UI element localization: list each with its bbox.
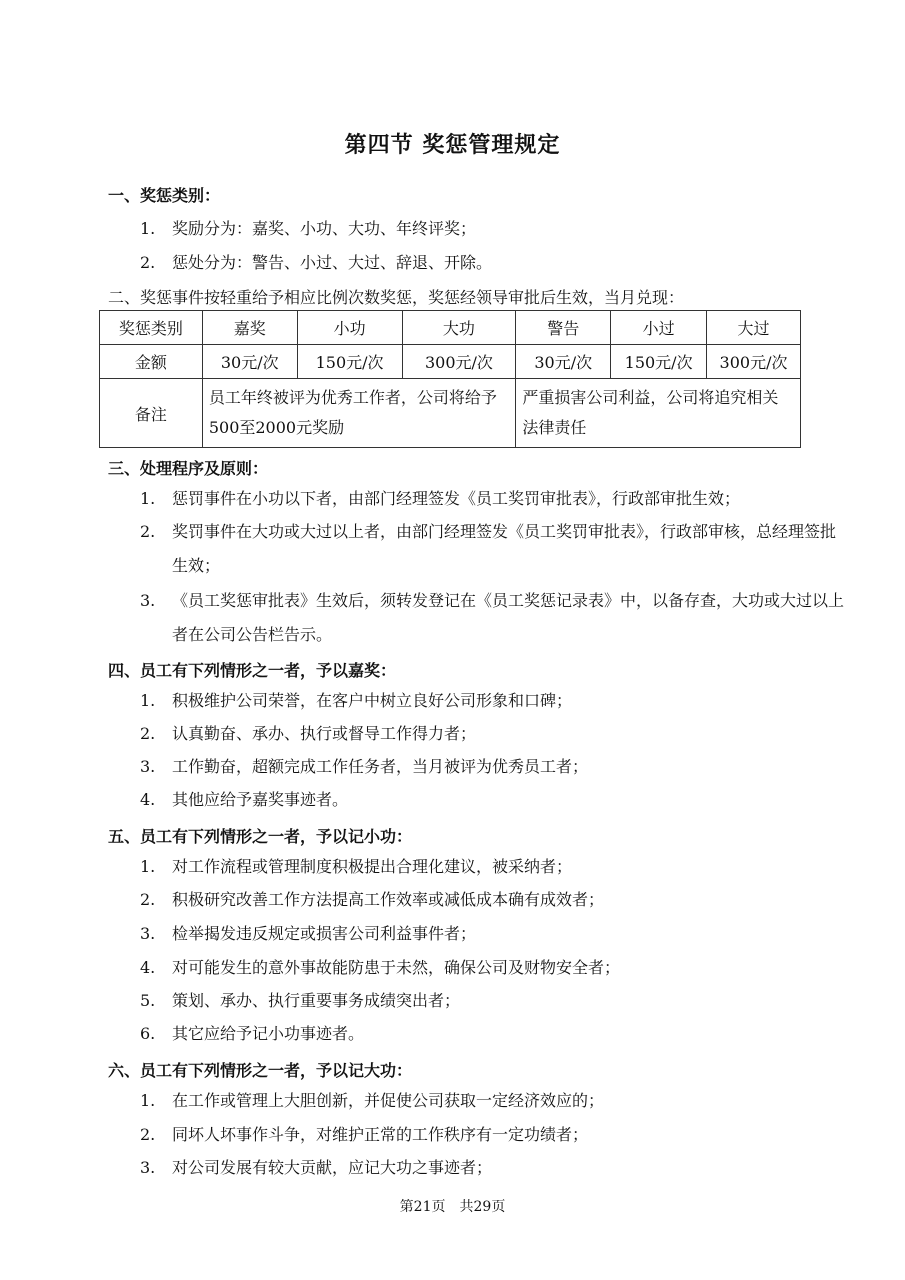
item-text: 策划、承办、执行重要事务成绩突出者； xyxy=(172,991,461,1010)
page-title: 第四节 奖惩管理规定 xyxy=(344,133,561,158)
list-item xyxy=(140,246,850,280)
item-number: 1. xyxy=(140,1091,156,1110)
list-item xyxy=(140,1084,850,1118)
table-cell: 300元/次 xyxy=(707,345,801,379)
table-row-label: 备注 xyxy=(100,379,203,448)
item-text: 工作勤奋，超额完成工作任务者，当月被评为优秀员工者； xyxy=(172,757,589,776)
item-text: 认真勤奋、承办、执行或督导工作得力者； xyxy=(172,724,477,743)
item-text: 惩罚事件在小功以下者，由部门经理签发《员工奖罚审批表》，行政部审批生效； xyxy=(172,489,741,508)
table-remark-reward: 员工年终被评为优秀工作者，公司将给予500至2000元奖励 xyxy=(202,379,516,448)
table-cell: 300元/次 xyxy=(402,345,516,379)
item-text: 检举揭发违反规定或损害公司利益事件者； xyxy=(172,924,477,943)
item-number: 2. xyxy=(140,724,156,743)
table-header-cell: 小过 xyxy=(611,311,707,345)
table-cell: 150元/次 xyxy=(297,345,402,379)
list-item xyxy=(140,515,850,583)
list-item xyxy=(140,783,850,817)
item-number: 2. xyxy=(140,522,156,541)
item-number: 3. xyxy=(140,924,156,943)
item-text: 对工作流程或管理制度积极提出合理化建议，被采纳者； xyxy=(172,857,573,876)
table-row xyxy=(100,345,801,379)
section-heading-major-merit: 六、员工有下列情形之一者，予以记大功： xyxy=(108,1061,413,1080)
item-number: 4. xyxy=(140,790,156,809)
list-item xyxy=(140,212,850,246)
item-text: 积极维护公司荣誉，在客户中树立良好公司形象和口碑； xyxy=(172,691,573,710)
item-number: 1. xyxy=(140,691,156,710)
item-number: 2. xyxy=(140,890,156,909)
item-text: 惩处分为：警告、小过、大过、辞退、开除。 xyxy=(172,253,493,272)
list-item xyxy=(140,1151,850,1185)
table-row-label: 金额 xyxy=(100,345,203,379)
item-text: 积极研究改善工作方法提高工作效率或减低成本确有成效者； xyxy=(172,890,605,909)
table-remark-penalty: 严重损害公司利益，公司将追究相关法律责任 xyxy=(516,379,801,448)
list-item xyxy=(140,1118,850,1152)
item-text: 对可能发生的意外事故能防患于未然，确保公司及财物安全者； xyxy=(172,958,621,977)
item-text: 其他应给予嘉奖事迹者。 xyxy=(172,790,349,809)
table-row xyxy=(100,379,801,448)
list-item xyxy=(140,750,850,784)
list-item xyxy=(140,951,850,985)
table-cell: 30元/次 xyxy=(202,345,297,379)
item-number: 3. xyxy=(140,1158,156,1177)
item-text: 《员工奖惩审批表》生效后，须转发登记在《员工奖惩记录表》中，以备存查，大功或大过以上者在公司公告栏告示。 xyxy=(172,591,845,644)
item-number: 3. xyxy=(140,757,156,776)
list-item xyxy=(140,684,850,718)
item-number: 6. xyxy=(140,1024,156,1043)
item-number: 4. xyxy=(140,958,156,977)
item-text: 在工作或管理上大胆创新，并促使公司获取一定经济效应的； xyxy=(172,1091,605,1110)
list-item xyxy=(140,850,850,884)
table-header-row xyxy=(100,311,801,345)
item-text: 奖罚事件在大功或大过以上者，由部门经理签发《员工奖罚审批表》，行政部审核，总经理签批生效； xyxy=(172,522,837,575)
list-item xyxy=(140,1017,850,1051)
page-number: 第21页 xyxy=(399,1199,446,1215)
reward-penalty-table xyxy=(99,310,801,448)
table-cell: 150元/次 xyxy=(611,345,707,379)
table-header-cell: 大过 xyxy=(707,311,801,345)
table-header-cell: 嘉奖 xyxy=(202,311,297,345)
table-header-cell: 奖惩类别 xyxy=(100,311,203,345)
item-number: 5. xyxy=(140,991,156,1010)
list-item xyxy=(140,482,850,516)
list-item xyxy=(140,584,850,652)
table-cell: 30元/次 xyxy=(516,345,611,379)
table-header-cell: 警告 xyxy=(516,311,611,345)
section-heading-categories: 一、奖惩类别： xyxy=(108,186,221,205)
item-number: 2. xyxy=(140,1125,156,1144)
page-total: 共29页 xyxy=(459,1199,506,1215)
list-item xyxy=(140,717,850,751)
item-text: 同坏人坏事作斗争，对维护正常的工作秩序有一定功绩者； xyxy=(172,1125,589,1144)
table-header-cell: 大功 xyxy=(402,311,516,345)
section-heading-procedure: 三、处理程序及原则： xyxy=(108,459,269,478)
list-item xyxy=(140,984,850,1018)
item-number: 1. xyxy=(140,857,156,876)
list-item xyxy=(140,917,850,951)
section-heading-minor-merit: 五、员工有下列情形之一者，予以记小功： xyxy=(108,827,413,846)
section-paragraph-amounts: 二、奖惩事件按轻重给予相应比例次数奖惩，奖惩经领导审批后生效，当月兑现： xyxy=(108,288,685,307)
item-number: 1. xyxy=(140,489,156,508)
item-number: 1. xyxy=(140,219,156,238)
item-text: 奖励分为：嘉奖、小功、大功、年终评奖； xyxy=(172,219,477,238)
item-text: 对公司发展有较大贡献，应记大功之事迹者； xyxy=(172,1158,493,1177)
section-heading-commendation: 四、员工有下列情形之一者，予以嘉奖： xyxy=(108,661,397,680)
item-number: 2. xyxy=(140,253,156,272)
list-item xyxy=(140,883,850,917)
table-header-cell: 小功 xyxy=(297,311,402,345)
item-number: 3. xyxy=(140,591,156,610)
page-footer xyxy=(0,1196,905,1216)
item-text: 其它应给予记小功事迹者。 xyxy=(172,1024,365,1043)
